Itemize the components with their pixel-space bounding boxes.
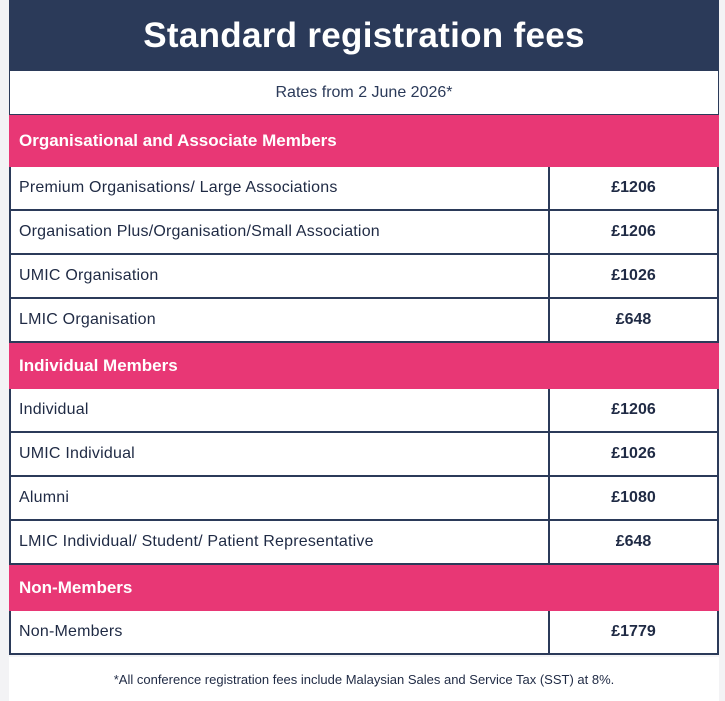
fee-category-name: UMIC Individual [11, 433, 550, 475]
fee-price: £648 [615, 311, 652, 328]
fee-price: £1080 [611, 489, 656, 506]
table-row [9, 433, 719, 477]
fee-category-name: Premium Organisations/ Large Associations [11, 167, 550, 209]
fee-category-name: Alumni [11, 477, 550, 519]
fee-price: £648 [615, 533, 652, 550]
fee-category-name: UMIC Organisation [11, 255, 550, 297]
table-row [9, 167, 719, 211]
fee-price: £1206 [611, 179, 656, 196]
fee-category-name: Non-Members [11, 611, 550, 653]
section-heading-individual: Individual Members [9, 343, 719, 389]
fee-category-name: LMIC Individual/ Student/ Patient Representative [11, 521, 550, 563]
fee-price: £1026 [611, 445, 656, 462]
fee-category-name: LMIC Organisation [11, 299, 550, 341]
table-row [9, 521, 719, 565]
fee-price: £1206 [611, 223, 656, 240]
fees-table [9, 0, 719, 701]
table-row [9, 255, 719, 299]
footnote: *All conference registration fees include Malaysian Sales and Service Tax (SST) at 8%. [9, 657, 719, 701]
table-row [9, 211, 719, 255]
rates-date-subtitle: Rates from 2 June 2026* [9, 71, 719, 115]
table-row [9, 611, 719, 655]
table-row [9, 389, 719, 433]
section-heading-non-members: Non-Members [9, 565, 719, 611]
table-row [9, 299, 719, 343]
table-row [9, 477, 719, 521]
fee-price: £1206 [611, 401, 656, 418]
page-title: Standard registration fees [9, 0, 719, 71]
section-heading-organisational: Organisational and Associate Members [9, 115, 719, 167]
fee-price: £1026 [611, 267, 656, 284]
fee-price: £1779 [611, 623, 656, 640]
fee-category-name: Organisation Plus/Organisation/Small Association [11, 211, 550, 253]
fee-category-name: Individual [11, 389, 550, 431]
